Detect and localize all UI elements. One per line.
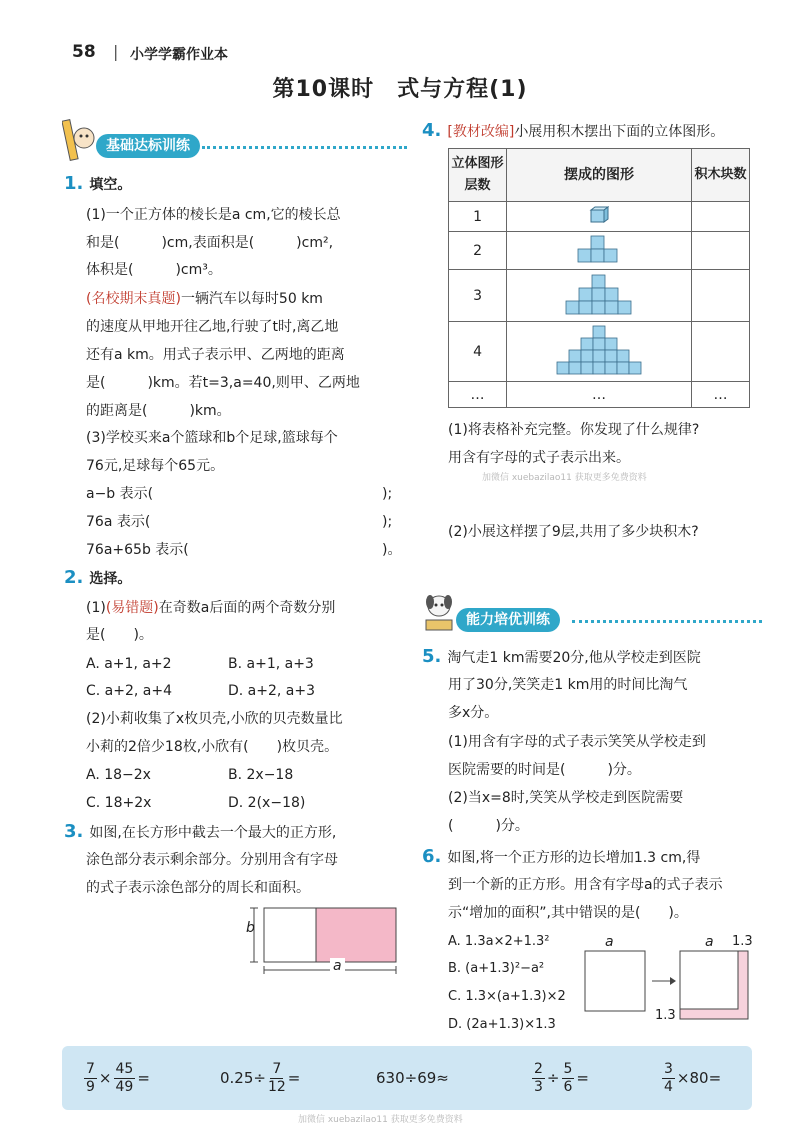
source-tag: (名校期末真题) (86, 291, 181, 307)
question-title: 填空。 (89, 177, 132, 193)
shape-cell (507, 202, 692, 232)
q3-rectangle-figure (246, 900, 406, 980)
col-header-count: 积木块数 (691, 149, 749, 202)
q1-p1-line3: 体积是( )cm³。 (86, 262, 222, 278)
q1-p3-line1: (3)学校买来a个篮球和b个足球,篮球每个 (86, 430, 338, 446)
count-cell[interactable] (691, 202, 749, 232)
q6-opt-a[interactable]: A. 1.3a×2+1.3² (448, 934, 550, 949)
count-cell[interactable] (691, 232, 749, 270)
calc-4 (530, 1046, 589, 1110)
fraction (84, 1061, 97, 1096)
table-row (449, 322, 750, 382)
calc-2 (220, 1046, 300, 1110)
equals: = (576, 1069, 589, 1087)
dog-mascot-icon (422, 590, 456, 636)
calc-prefix: 0.25÷ (220, 1069, 266, 1087)
q3-text: 如图,在长方形中截去一个最大的正方形, (89, 825, 337, 841)
label-a: a (330, 958, 345, 974)
question-number: 5. (422, 646, 442, 667)
q6-text: 如图,将一个正方形的边长增加1.3 cm,得 (447, 850, 701, 866)
header-separator: | (113, 42, 119, 61)
calc-5 (660, 1046, 721, 1110)
col-header-layers: 立体图形层数 (449, 149, 507, 202)
section-banner-advanced (422, 604, 762, 634)
lesson-title: 第10课时 式与方程(1) (272, 77, 528, 102)
shape-cell (507, 270, 692, 322)
question-5-line3: 多x分。 (448, 705, 499, 721)
book-title: 小学学霸作业本 (130, 47, 228, 63)
fraction (662, 1061, 675, 1096)
q1-item-2: 76a 表示( (86, 514, 151, 530)
question-6-line1 (422, 845, 700, 870)
shaded-region (316, 908, 396, 962)
layer-cell: 4 (449, 322, 507, 382)
question-title: 选择。 (89, 571, 132, 587)
question-5-line1 (422, 645, 701, 670)
operator: ÷ (546, 1069, 560, 1087)
table-row (449, 202, 750, 232)
q4-p2: (2)小展这样摆了9层,共用了多少块积木? (448, 524, 699, 540)
numerator: 5 (563, 1060, 573, 1077)
q5-p1-line2: 医院需要的时间是( )分。 (448, 762, 641, 778)
table-row (449, 270, 750, 322)
q1-p1-line1: (1)一个正方体的棱长是a cm,它的棱长总 (86, 207, 341, 223)
denominator: 12 (267, 1078, 286, 1095)
numerator: 2 (534, 1060, 543, 1077)
question-number: 3. (64, 821, 84, 842)
numerator: 7 (272, 1060, 282, 1077)
q6-opt-b[interactable]: B. (a+1.3)²−a² (448, 961, 545, 976)
fraction (562, 1061, 575, 1096)
shape-cell: … (507, 382, 692, 408)
q1-p2-line3: 还有a km。用式子表示甲、乙两地的距离 (86, 347, 345, 363)
shape-cell (507, 232, 692, 270)
q2-opt-a[interactable]: A. a+1, a+2 (86, 656, 172, 672)
q1-p2-line1 (86, 287, 323, 311)
section-title-basic: 基础达标训练 (96, 134, 200, 158)
question-number: 6. (422, 846, 442, 867)
question-number: 2. (64, 567, 84, 588)
q1-item-3: 76a+65b 表示( (86, 542, 189, 558)
q2-p2-line2: 小莉的2倍少18枚,小欣有( )枚贝壳。 (86, 739, 339, 755)
calc-3: 630÷69≈ (376, 1069, 449, 1087)
question-number: 4. (422, 120, 442, 141)
layer-cell: 1 (449, 202, 507, 232)
q2-p2-opt-c[interactable]: C. 18+2x (86, 795, 152, 811)
q5-p2-line2: ( )分。 (448, 818, 529, 834)
q2-p2-opt-b[interactable]: B. 2x−18 (228, 767, 294, 783)
source-tag: [教材改编] (447, 124, 515, 140)
layer-cell: 3 (449, 270, 507, 322)
q1-p3-line2: 76元,足球每个65元。 (86, 458, 225, 474)
q1-p2-line4: 是( )km。若t=3,a=40,则甲、乙两地 (86, 375, 360, 391)
count-cell[interactable] (691, 270, 749, 322)
section-title-advanced: 能力培优训练 (456, 608, 560, 632)
question-number: 1. (64, 173, 84, 194)
calc-suffix: ×80= (676, 1069, 722, 1087)
col-header-shape: 摆成的图形 (507, 149, 692, 202)
fraction (268, 1061, 286, 1096)
bottom-calc-bar (62, 1046, 752, 1110)
q4-text: 小展用积木摆出下面的立体图形。 (514, 124, 725, 140)
label-b: b (246, 920, 255, 936)
block-shape-2 (576, 234, 622, 264)
q2-p1-line1 (86, 596, 335, 620)
count-cell[interactable] (691, 322, 749, 382)
q1-item-1: a−b 表示( (86, 486, 154, 502)
q1-p1-line2: 和是( )cm,表面积是( )cm², (86, 235, 334, 251)
q2-p2-line1: (2)小莉收集了x枚贝壳,小欣的贝壳数量比 (86, 711, 343, 727)
question-4-heading (422, 119, 724, 144)
q2-p1-text: 在奇数a后面的两个奇数分别 (158, 600, 336, 616)
layer-cell: … (449, 382, 507, 408)
denominator: 6 (563, 1078, 573, 1095)
page-number: 58 (72, 42, 96, 62)
q6-opt-c[interactable]: C. 1.3×(a+1.3)×2 (448, 989, 566, 1004)
question-3-line3: 的式子表示涂色部分的周长和面积。 (86, 880, 310, 896)
calc-1 (82, 1046, 150, 1110)
q1-p2-line5: 的距离是( )km。 (86, 403, 231, 419)
q2-p1-line2: 是( )。 (86, 627, 153, 643)
question-5-line2: 用了30分,笑笑走1 km用的时间比淘气 (448, 677, 688, 693)
q6-opt-d[interactable]: D. (2a+1.3)×1.3 (448, 1017, 556, 1032)
q2-p2-opt-a[interactable]: A. 18−2x (86, 767, 151, 783)
q2-opt-b[interactable]: B. a+1, a+3 (228, 656, 314, 672)
question-6-line3: 示“增加的面积”,其中错误的是( )。 (448, 905, 688, 921)
section-divider (572, 620, 762, 623)
equals: = (287, 1069, 301, 1087)
fraction (114, 1061, 136, 1096)
denominator: 3 (534, 1078, 543, 1095)
equals: = (137, 1069, 150, 1087)
operator: × (98, 1069, 112, 1087)
layer-cell: 2 (449, 232, 507, 270)
numerator: 3 (664, 1060, 673, 1077)
shape-cell (507, 322, 692, 382)
q2-opt-c[interactable]: C. a+2, a+4 (86, 683, 173, 699)
label-a-small: a (605, 934, 614, 950)
numerator: 45 (115, 1060, 134, 1077)
q5-p1-line1: (1)用含有字母的式子表示笑笑从学校走到 (448, 734, 706, 750)
block-shape-3 (565, 273, 633, 315)
denominator: 9 (86, 1078, 95, 1095)
label-13-bottom: 1.3 (655, 1008, 676, 1023)
watermark: 加微信 xuebazilao11 获取更多免费资料 (298, 1115, 463, 1125)
question-3-line1 (64, 820, 336, 845)
numerator: 7 (86, 1060, 95, 1077)
label-13-top: 1.3 (732, 934, 753, 949)
q4-p1-line1: (1)将表格补充完整。你发现了什么规律? (448, 422, 700, 438)
q1-item-3-end: )。 (382, 542, 402, 558)
q4-p1-line2: 用含有字母的式子表示出来。 (448, 450, 630, 466)
block-shape-4 (556, 324, 642, 376)
q5-text: 淘气走1 km需要20分,他从学校走到医院 (447, 650, 701, 666)
watermark: 加微信 xuebazilao11 获取更多免费资料 (482, 473, 647, 483)
fraction (532, 1061, 545, 1096)
question-2-heading (64, 566, 131, 591)
q2-opt-d[interactable]: D. a+2, a+3 (228, 683, 316, 699)
count-cell: … (691, 382, 749, 408)
question-3-line2: 涂色部分表示剩余部分。分别用含有字母 (86, 852, 338, 868)
source-tag: (易错题) (105, 600, 159, 616)
q2-p1-prefix: (1) (86, 600, 106, 616)
table-row (449, 232, 750, 270)
q5-p2-line1: (2)当x=8时,笑笑从学校走到医院需要 (448, 790, 684, 806)
blocks-table (448, 148, 750, 408)
question-6-line2: 到一个新的正方形。用含有字母a的式子表示 (448, 877, 723, 893)
q2-p2-opt-d[interactable]: D. 2(x−18) (228, 795, 306, 811)
q1-p2-line2: 的速度从甲地开往乙地,行驶了t时,离乙地 (86, 319, 339, 335)
q1-item-2-end: ); (382, 514, 393, 530)
denominator: 4 (664, 1078, 673, 1095)
q1-item-1-end: ); (382, 486, 393, 502)
question-1-heading (64, 172, 131, 197)
q1-p2-text: 一辆汽车以每时50 km (180, 291, 323, 307)
label-a-large: a (705, 934, 714, 950)
denominator: 49 (115, 1078, 134, 1095)
table-row (449, 382, 750, 408)
block-shape-1 (589, 206, 609, 224)
